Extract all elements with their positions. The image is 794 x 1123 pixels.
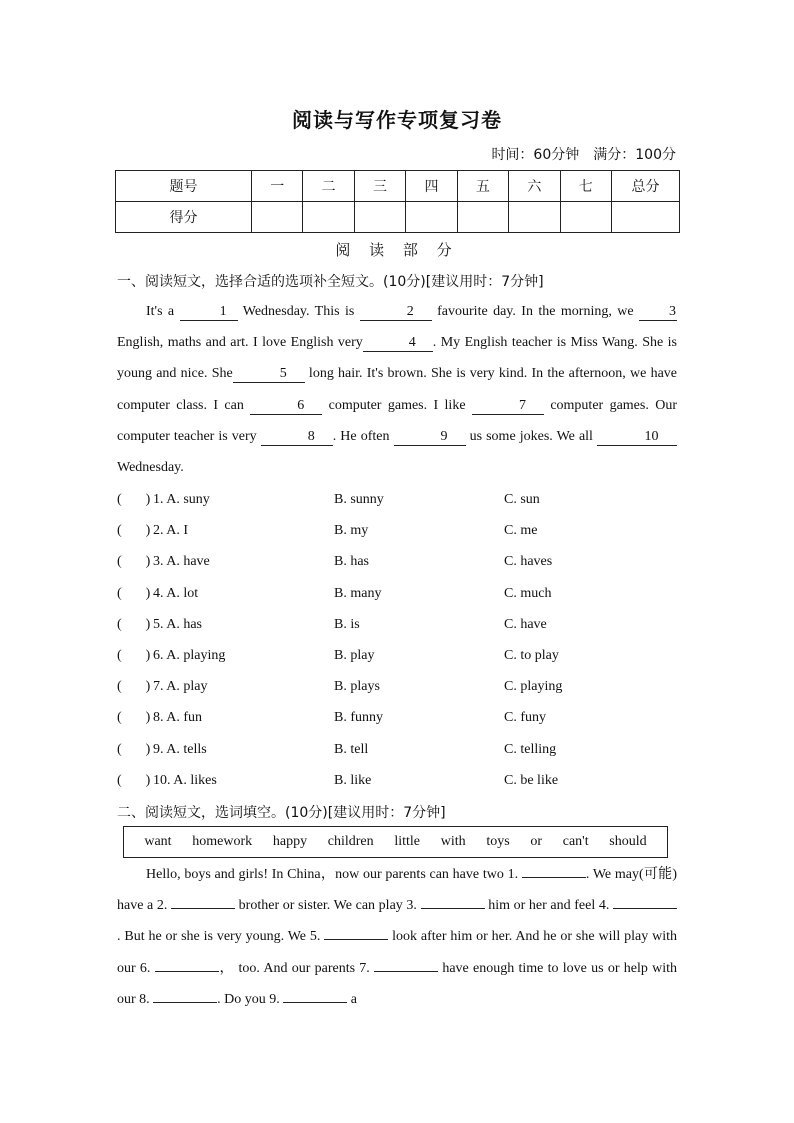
answer-parentheses[interactable] (117, 515, 150, 546)
time-label: 时间：60分钟 (491, 147, 580, 163)
word-bank-item: or (530, 834, 543, 849)
answer-blank[interactable]: 6 (250, 398, 322, 415)
score-header-cell: 一 (252, 171, 303, 202)
option-b: B. plays (334, 679, 380, 695)
option-b: B. is (334, 616, 360, 632)
option-row (117, 734, 677, 765)
answer-parentheses[interactable] (117, 578, 150, 609)
score-cell[interactable] (252, 202, 303, 233)
word-bank-item: can't (562, 834, 589, 849)
passage-text: . My English teacher is Miss Wang. She is young and nice. She (117, 335, 677, 382)
passage-text: English, maths and art. I love English very (117, 335, 363, 351)
word-bank-item: with (440, 834, 466, 849)
answer-parentheses[interactable] (117, 765, 150, 796)
passage-text: look after him or her. And he or she will play with our 6. (117, 929, 677, 976)
page-title: 阅读与写作专项复习卷 (292, 108, 502, 132)
answer-blank[interactable]: 5 (233, 366, 305, 383)
passage-text: brother or sister. We can play 3. (235, 898, 421, 914)
option-c: C. to play (504, 647, 559, 663)
word-bank-box (123, 826, 668, 858)
option-b: B. sunny (334, 492, 384, 507)
answer-blank[interactable]: 9 (394, 429, 466, 446)
option-b: B. like (334, 772, 372, 788)
passage-text: ， too. And our parents 7. (218, 960, 375, 976)
score-header-cell: 总分 (612, 171, 680, 202)
open-paren: ( (117, 647, 122, 663)
option-a: 2. A. I (153, 523, 188, 539)
score-cell[interactable] (457, 202, 508, 233)
option-a: 4. A. lot (153, 585, 199, 601)
question-2-passage (117, 859, 677, 1015)
option-row (117, 546, 677, 577)
score-cell[interactable] (509, 202, 560, 233)
open-paren: ( (117, 616, 122, 632)
option-row (117, 640, 677, 671)
close-paren: ) (145, 772, 151, 788)
answer-blank[interactable] (283, 1002, 347, 1003)
word-bank-item: toys (486, 834, 510, 849)
option-a: 9. A. tells (153, 741, 207, 757)
score-header-cell: 七 (560, 171, 611, 202)
word-bank-item: should (609, 834, 647, 849)
score-table-header-row (116, 171, 680, 202)
open-paren: ( (117, 741, 122, 757)
open-paren: ( (117, 523, 122, 539)
word-bank-item: want (144, 834, 172, 849)
time-score-info (491, 144, 676, 164)
answer-parentheses[interactable] (117, 702, 150, 733)
option-b: B. my (334, 523, 369, 539)
passage-text: him or her and feel 4. (484, 898, 613, 914)
answer-blank[interactable] (522, 877, 586, 878)
answer-parentheses[interactable] (117, 734, 150, 765)
option-a: 8. A. fun (153, 710, 202, 726)
answer-blank[interactable]: 4 (363, 335, 433, 352)
option-c: C. funy (504, 710, 546, 726)
passage-text: Hello, boys and girls! In China，now our parents can have two 1. (146, 867, 522, 882)
option-b: B. many (334, 585, 382, 601)
answer-blank[interactable] (324, 939, 388, 940)
word-bank-item: little (394, 834, 421, 849)
score-header-cell: 五 (457, 171, 508, 202)
option-a: 1. A. suny (153, 492, 210, 507)
answer-blank[interactable]: 1 (180, 304, 238, 321)
passage-text: have enough time to love us or help with our 8. (117, 960, 677, 1007)
option-c: C. me (504, 523, 538, 539)
score-cell[interactable] (406, 202, 457, 233)
answer-blank[interactable]: 8 (261, 429, 333, 446)
option-c: C. much (504, 585, 552, 601)
open-paren: ( (117, 554, 122, 570)
score-header-cell: 六 (509, 171, 560, 202)
passage-text: computer games. I like (322, 397, 472, 413)
option-b: B. tell (334, 741, 369, 757)
close-paren: ) (145, 523, 151, 539)
word-bank-item: happy (272, 834, 308, 849)
full-score-label: 满分：100分 (593, 147, 676, 163)
option-row (117, 671, 677, 702)
option-row (117, 578, 677, 609)
close-paren: ) (145, 492, 151, 507)
question-1-passage (117, 296, 677, 483)
score-cell[interactable] (303, 202, 354, 233)
answer-blank[interactable] (155, 971, 219, 972)
passage-text: Wednesday. (117, 460, 184, 476)
answer-blank[interactable] (153, 1002, 217, 1003)
score-cell[interactable] (612, 202, 680, 233)
option-a: 6. A. playing (153, 647, 226, 663)
score-header-cell: 题号 (116, 171, 252, 202)
close-paren: ) (145, 679, 151, 695)
word-bank-item: children (327, 834, 374, 849)
reading-section-title: 阅 读 部 分 (335, 241, 459, 259)
passage-text: favourite day. In the morning, we (431, 304, 639, 319)
answer-parentheses[interactable] (117, 546, 150, 577)
open-paren: ( (117, 585, 122, 601)
score-cell[interactable] (560, 202, 611, 233)
close-paren: ) (145, 616, 151, 632)
question-1-heading: 一、阅读短文，选择合适的选项补全短文。(10分)[建议用时：7分钟] (117, 274, 544, 290)
option-b: B. play (334, 647, 375, 663)
open-paren: ( (117, 492, 122, 507)
answer-blank[interactable]: 10 (597, 429, 677, 446)
option-b: B. has (334, 554, 369, 570)
passage-text: a (347, 991, 358, 1007)
score-header-cell: 二 (303, 171, 354, 202)
option-c: C. be like (504, 772, 559, 788)
open-paren: ( (117, 772, 122, 788)
question-1-options (117, 484, 677, 796)
close-paren: ) (145, 710, 151, 726)
close-paren: ) (145, 554, 151, 570)
answer-parentheses[interactable] (117, 609, 150, 640)
answer-blank[interactable] (613, 908, 677, 909)
passage-text: . We may(可能) have a 2. (117, 867, 678, 914)
option-c: C. sun (504, 492, 540, 507)
option-c: C. have (504, 616, 547, 632)
answer-blank[interactable]: 2 (360, 304, 432, 321)
score-header-cell: 四 (406, 171, 457, 202)
answer-blank[interactable]: 7 (472, 398, 544, 415)
option-row (117, 765, 677, 796)
option-a: 5. A. has (153, 616, 202, 632)
option-row (117, 702, 677, 733)
close-paren: ) (145, 741, 151, 757)
answer-blank[interactable]: 3 (639, 304, 677, 321)
option-row (117, 609, 677, 640)
close-paren: ) (145, 647, 151, 663)
answer-blank[interactable] (171, 908, 235, 909)
open-paren: ( (117, 679, 122, 695)
option-a: 3. A. have (153, 554, 210, 570)
option-c: C. haves (504, 554, 553, 570)
option-c: C. playing (504, 679, 563, 695)
option-a: 7. A. play (153, 679, 208, 695)
score-table-score-row (116, 202, 680, 233)
word-bank-item: homework (192, 834, 253, 849)
answer-parentheses[interactable] (117, 671, 150, 702)
score-header-cell: 三 (354, 171, 405, 202)
option-row (117, 484, 677, 515)
score-cell[interactable] (354, 202, 405, 233)
answer-parentheses[interactable] (117, 484, 150, 515)
question-2-heading: 二、阅读短文，选词填空。(10分)[建议用时：7分钟] (117, 805, 446, 821)
option-c: C. telling (504, 741, 557, 757)
passage-text: . He often (332, 428, 394, 444)
answer-blank[interactable] (421, 908, 485, 909)
open-paren: ( (117, 710, 122, 726)
passage-text: . Do you 9. (217, 991, 284, 1007)
option-row (117, 515, 677, 546)
passage-text: long hair. It's brown. She is very kind. In the afternoon, we have computer class. I can (117, 366, 677, 413)
score-table (115, 170, 680, 233)
passage-text: Wednesday. This is (237, 304, 360, 319)
option-b: B. funny (334, 710, 383, 726)
passage-text: It's a (146, 304, 180, 319)
answer-blank[interactable] (374, 971, 438, 972)
passage-text: computer games. Our computer teacher is very (117, 397, 677, 444)
close-paren: ) (145, 585, 151, 601)
passage-text: us some jokes. We all (465, 428, 597, 444)
passage-text: . But he or she is very young. We 5. (117, 929, 325, 945)
answer-parentheses[interactable] (117, 640, 150, 671)
option-a: 10. A. likes (153, 772, 217, 788)
score-row-label: 得分 (116, 202, 252, 233)
